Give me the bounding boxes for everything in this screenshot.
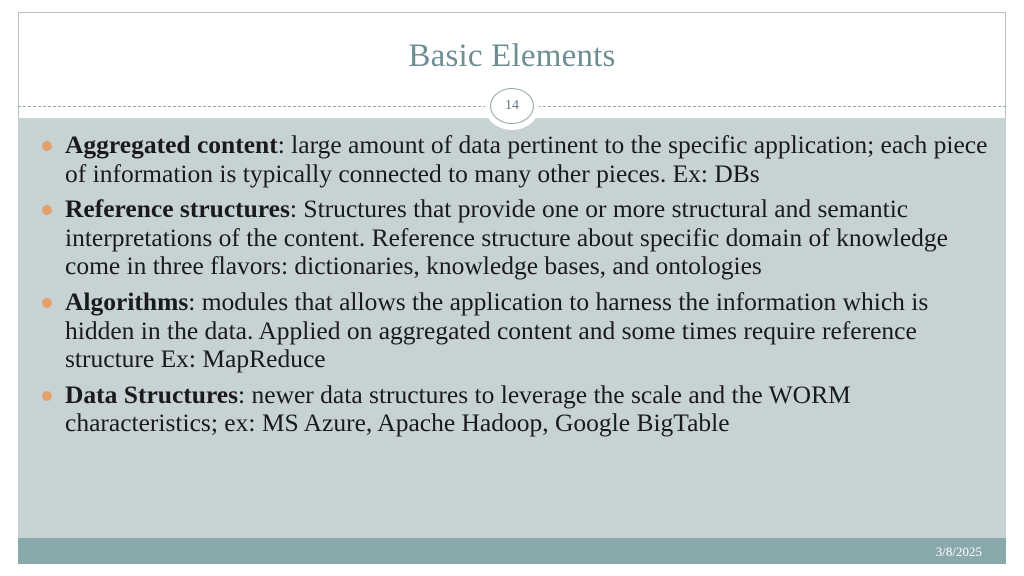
bullet-term: Aggregated content bbox=[65, 130, 278, 159]
bullet-dot-icon bbox=[42, 205, 52, 215]
bullet-item bbox=[42, 288, 992, 374]
bullet-term: Algorithms bbox=[65, 286, 189, 316]
page-number: 14 bbox=[490, 88, 534, 124]
bullet-item bbox=[42, 381, 992, 438]
slide-date: 3/8/2025 bbox=[935, 544, 982, 559]
bullet-text: : large amount of data pertinent to the specific application; each piece of information is typically connected to many other pieces. Ex: DBs bbox=[65, 130, 988, 188]
bullet-list bbox=[42, 131, 992, 445]
slide-title: Basic Elements bbox=[408, 38, 616, 74]
bullet-dot-icon bbox=[42, 141, 52, 151]
bullet-dot-icon bbox=[42, 298, 52, 308]
bullet-text: : Structures that provide one or more structural and semantic interpretations of the content. Reference structure about specific domain of knowledge come in three flavors: dictionaries, knowledge bases, and ontologies bbox=[65, 194, 948, 281]
bullet-item bbox=[42, 131, 992, 188]
bullet-term: Reference structures bbox=[65, 194, 290, 224]
bullet-dot-icon bbox=[42, 391, 52, 401]
bullet-text: : modules that allows the application to harness the information which is hidden in the data. Applied on aggregated content and some times require reference structure Ex: MapReduce bbox=[65, 286, 929, 374]
footer-bar bbox=[18, 538, 1006, 564]
bullet-term: Data Structures bbox=[65, 379, 239, 409]
bullet-text: : newer data structures to leverage the scale and the WORM characteristics; ex: MS Azure, Apache Hadoop, Google BigTable bbox=[65, 379, 851, 438]
bullet-item bbox=[42, 195, 992, 281]
